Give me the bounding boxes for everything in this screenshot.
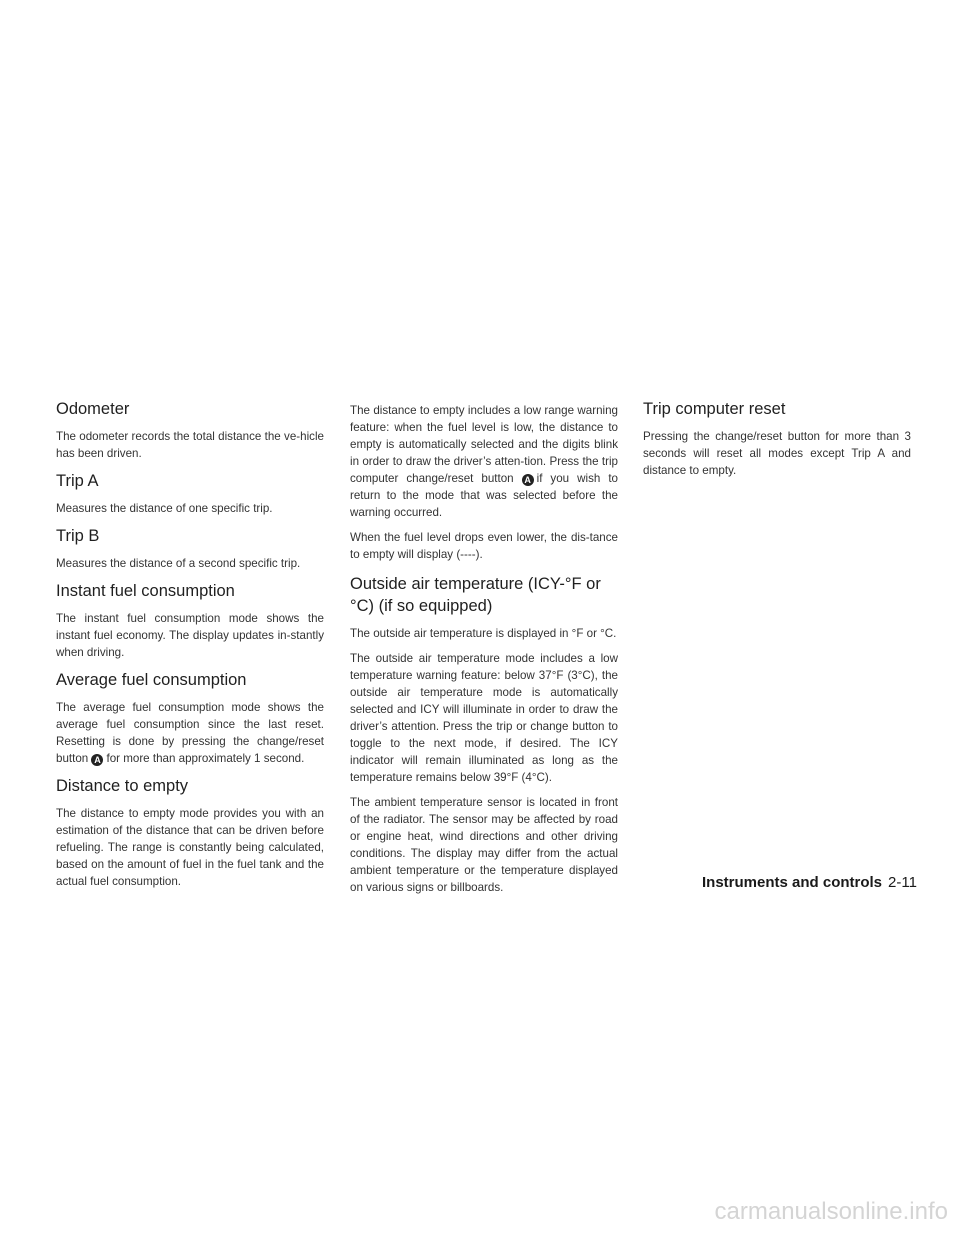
odometer-section bbox=[56, 398, 324, 462]
section-title: Instruments and controls bbox=[702, 874, 883, 891]
button-a-icon: A bbox=[91, 754, 103, 766]
average-fuel-text-start: The average fuel consumption mode shows the average fuel consumption since the last reset. Resetting is done by pressing the change/reset button bbox=[56, 701, 324, 765]
trip-a-section bbox=[56, 470, 324, 517]
outside-temp-heading: Outside air temperature (ICY-°F or °C) (if so equipped) bbox=[350, 575, 601, 615]
average-fuel-section bbox=[56, 669, 324, 767]
watermark-text: carmanualsonline.info bbox=[714, 1198, 948, 1225]
left-column bbox=[56, 398, 324, 898]
trip-a-text: Measures the distance of one specific trip. bbox=[56, 502, 273, 515]
distance-to-empty-section bbox=[56, 775, 324, 890]
average-fuel-heading: Average fuel consumption bbox=[56, 671, 247, 689]
odometer-text: The odometer records the total distance the ve-hicle has been driven. bbox=[56, 430, 324, 460]
right-column bbox=[643, 398, 911, 487]
trip-b-section bbox=[56, 525, 324, 572]
odometer-heading: Odometer bbox=[56, 400, 130, 418]
trip-reset-text: Pressing the change/reset button for more than 3 seconds will reset all modes except Trip A and distance to empty. bbox=[643, 430, 911, 477]
outside-temp-text-3: The ambient temperature sensor is located in front of the radiator. The sensor may be affected by road or engine heat, wind directions and other driving conditions. The display may differ from the actual ambient temperature or the temperature displayed on various signs or billboards. bbox=[350, 796, 618, 894]
low-range-text-end: if you wish to return to the mode that was selected before the warning occurred. bbox=[350, 472, 618, 519]
outside-temp-text-2: The outside air temperature mode includes a low temperature warning feature: below 37°F (3°C), the outside air temperature mode is automatically selected and ICY will illuminate in order to draw the driver’s attention. Press the trip or change button to toggle to the next mode, if desired. The ICY indicator will remain illuminated as long as the temperature remains below 39°F (4°C). bbox=[350, 652, 618, 784]
middle-column bbox=[350, 402, 618, 904]
distance-to-empty-heading: Distance to empty bbox=[56, 777, 189, 795]
page-number: 2-11 bbox=[888, 874, 917, 891]
page-footer bbox=[702, 874, 922, 891]
distance-to-empty-text: The distance to empty mode provides you with an estimation of the distance that can be driven before refueling. The range is constantly being calculated, based on the amount of fuel in the fuel tank and the actual fuel consumption. bbox=[56, 807, 324, 888]
average-fuel-text bbox=[56, 699, 324, 767]
trip-reset-heading: Trip computer reset bbox=[643, 400, 786, 418]
trip-b-text: Measures the distance of a second specific trip. bbox=[56, 557, 301, 570]
outside-temp-text-1: The outside air temperature is displayed in °F or °C. bbox=[350, 627, 617, 640]
instant-fuel-section bbox=[56, 580, 324, 661]
fuel-drop-text: When the fuel level drops even lower, the dis-tance to empty will display (----). bbox=[350, 531, 618, 561]
watermark bbox=[0, 1198, 960, 1242]
low-range-text bbox=[350, 402, 618, 521]
trip-a-heading: Trip A bbox=[56, 472, 99, 490]
outside-temp-section bbox=[350, 573, 618, 896]
instant-fuel-text: The instant fuel consumption mode shows the instant fuel economy. The display updates in-stantly when driving. bbox=[56, 612, 324, 659]
instant-fuel-heading: Instant fuel consumption bbox=[56, 582, 235, 600]
low-range-text-start: The distance to empty includes a low range warning feature: when the fuel level is low, the distance to empty is automatically selected and the digits blink in order to draw the driver’s atten-tion. Press the trip computer change/reset button bbox=[350, 404, 618, 485]
trip-reset-section bbox=[643, 398, 911, 479]
trip-b-heading: Trip B bbox=[56, 527, 100, 545]
button-a-icon: A bbox=[522, 474, 534, 486]
average-fuel-text-end: for more than approximately 1 second. bbox=[106, 752, 305, 765]
